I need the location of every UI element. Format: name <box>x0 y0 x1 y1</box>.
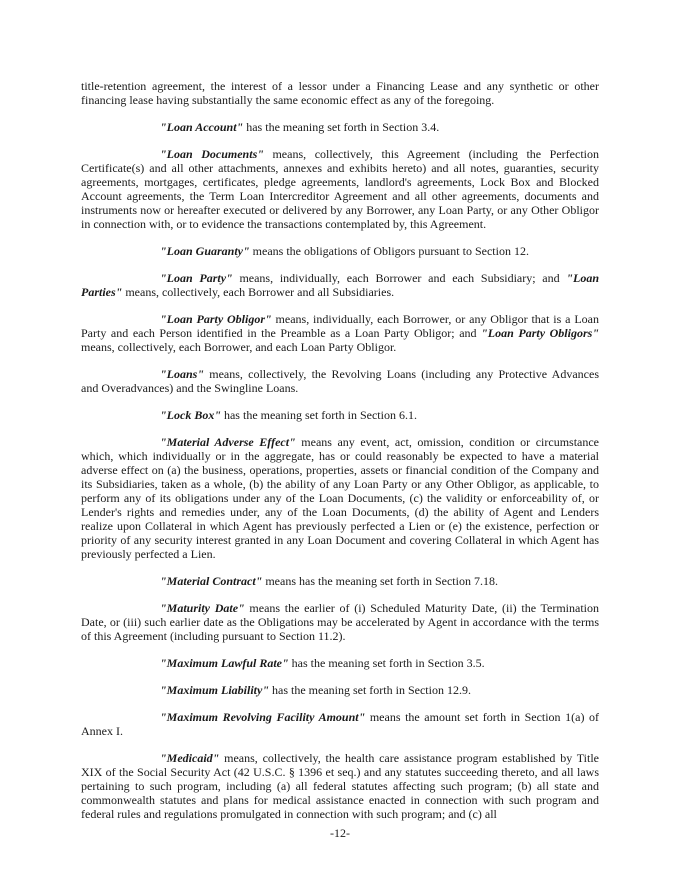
defined-term: "Loan Account" <box>160 120 244 134</box>
text-run: means, collectively, each Borrower, and each Loan Party Obligor. <box>81 340 397 354</box>
text-run: means, collectively, each Borrower and all Subsidiaries. <box>122 285 395 299</box>
defined-term: "Maximum Lawful Rate" <box>160 656 289 670</box>
text-run: has the meaning set forth in Section 3.5. <box>288 656 485 670</box>
defined-term: "Lock Box" <box>160 408 221 422</box>
paragraph <box>81 312 599 354</box>
defined-term: "Medicaid" <box>160 751 220 765</box>
paragraph <box>81 147 599 231</box>
text-run: has the meaning set forth in Section 6.1. <box>220 408 417 422</box>
defined-term: "Material Adverse Effect" <box>160 435 296 449</box>
paragraph <box>81 710 599 738</box>
document-body <box>81 79 599 834</box>
text-run: means the earlier of (i) Scheduled Maturity Date, (ii) the Termination Date, or (iii) such earlier date as the Obligations may be accelerated by Agent in accordance with the terms of this Agreement (including pursuant to Section 11.2). <box>81 601 599 643</box>
paragraph <box>81 683 599 697</box>
defined-term: "Loan Party Obligor" <box>160 312 272 326</box>
paragraph <box>81 367 599 395</box>
text-run: has the meaning set forth in Section 12.9. <box>269 683 471 697</box>
paragraph <box>81 435 599 561</box>
paragraph <box>81 244 599 258</box>
page-number: -12- <box>330 826 350 840</box>
text-run: means, individually, each Borrower, or any Obligor that is a Loan Party and each Person identified in the Preamble as a Loan Party Obligor; and <box>81 312 599 340</box>
text-run: means any event, act, omission, condition or circumstance which, which individually or in the aggregate, has or could reasonably be expected to have a material adverse effect on (a) the business, operations, properties, assets or financial condition of the Company and its Subsidiaries, taken as a whole, (b) the ability of any Loan Party or any Other Obligor, as applicable, to perform any of its obligations under any of the Loan Documents, (c) the validity or enforceability of, or Lender's rights and remedies under, any of the Loan Documents, (d) the ability of Agent and Lenders realize upon Collateral in which Agent has previously perfected a Lien or (e) the existence, perfection or priority of any security interest granted in any Loan Document and covering Collateral in which Agent has previously perfected a Lien. <box>81 435 600 561</box>
defined-term: "Maturity Date" <box>160 601 245 615</box>
paragraph <box>81 751 599 821</box>
defined-term: "Material Contract" <box>160 574 263 588</box>
text-run: means has the meaning set forth in Section 7.18. <box>262 574 498 588</box>
text-run: means, collectively, the health care assistance program established by Title XIX of the Social Security Act (42 U.S.C. § 1396 et seq.) and any statutes succeeding thereto, and all laws pertaining to such program, including (a) all federal statutes affecting such program; (b) all state and commonwealth statutes and plans for medical assistance enacted in connection with such program and federal rules and regulations promulgated in connection with such program; and (c) all <box>81 751 599 821</box>
defined-term: "Maximum Liability" <box>160 683 269 697</box>
defined-term: "Loan Party" <box>160 271 233 285</box>
paragraph <box>81 79 599 107</box>
paragraph <box>81 271 599 299</box>
paragraph <box>81 656 599 670</box>
paragraph <box>81 408 599 422</box>
text-run: means the obligations of Obligors pursuant to Section 12. <box>249 244 529 258</box>
paragraph <box>81 601 599 643</box>
text-run: means, individually, each Borrower and each Subsidiary; and <box>232 271 567 285</box>
text-run: means, collectively, this Agreement (including the Perfection Certificate(s) and all other attachments, annexes and exhibits hereto) and all notes, guaranties, security agreements, mortgages, certificates, pledge agreements, landlord's agreements, Lock Box and Blocked Account agreements, the Term Loan Intercreditor Agreement and all other agreements, documents and instruments now or hereafter executed or delivered by any Borrower, any Loan Party, or any Other Obligor in connection with, or to evidence the transactions contemplated by, this Agreement. <box>81 147 599 231</box>
text-run: means the amount set forth in Section 1(a) of Annex I. <box>81 710 600 738</box>
text-run: has the meaning set forth in Section 3.4. <box>243 120 440 134</box>
defined-term: "Loans" <box>160 367 204 381</box>
paragraph <box>81 574 599 588</box>
paragraph <box>81 120 599 134</box>
text-run: means, collectively, the Revolving Loans (including any Protective Advances and Overadvances) and the Swingline Loans. <box>81 367 599 395</box>
defined-term: "Loan Parties" <box>81 271 599 299</box>
defined-term: "Maximum Revolving Facility Amount" <box>160 710 366 724</box>
defined-term: "Loan Documents" <box>160 147 264 161</box>
defined-term: "Loan Party Obligors" <box>481 326 599 340</box>
defined-term: "Loan Guaranty" <box>160 244 250 258</box>
text-run: title-retention agreement, the interest of a lessor under a Financing Lease and any synthetic or other financing lease having substantially the same economic effect as any of the foregoing. <box>81 79 599 107</box>
